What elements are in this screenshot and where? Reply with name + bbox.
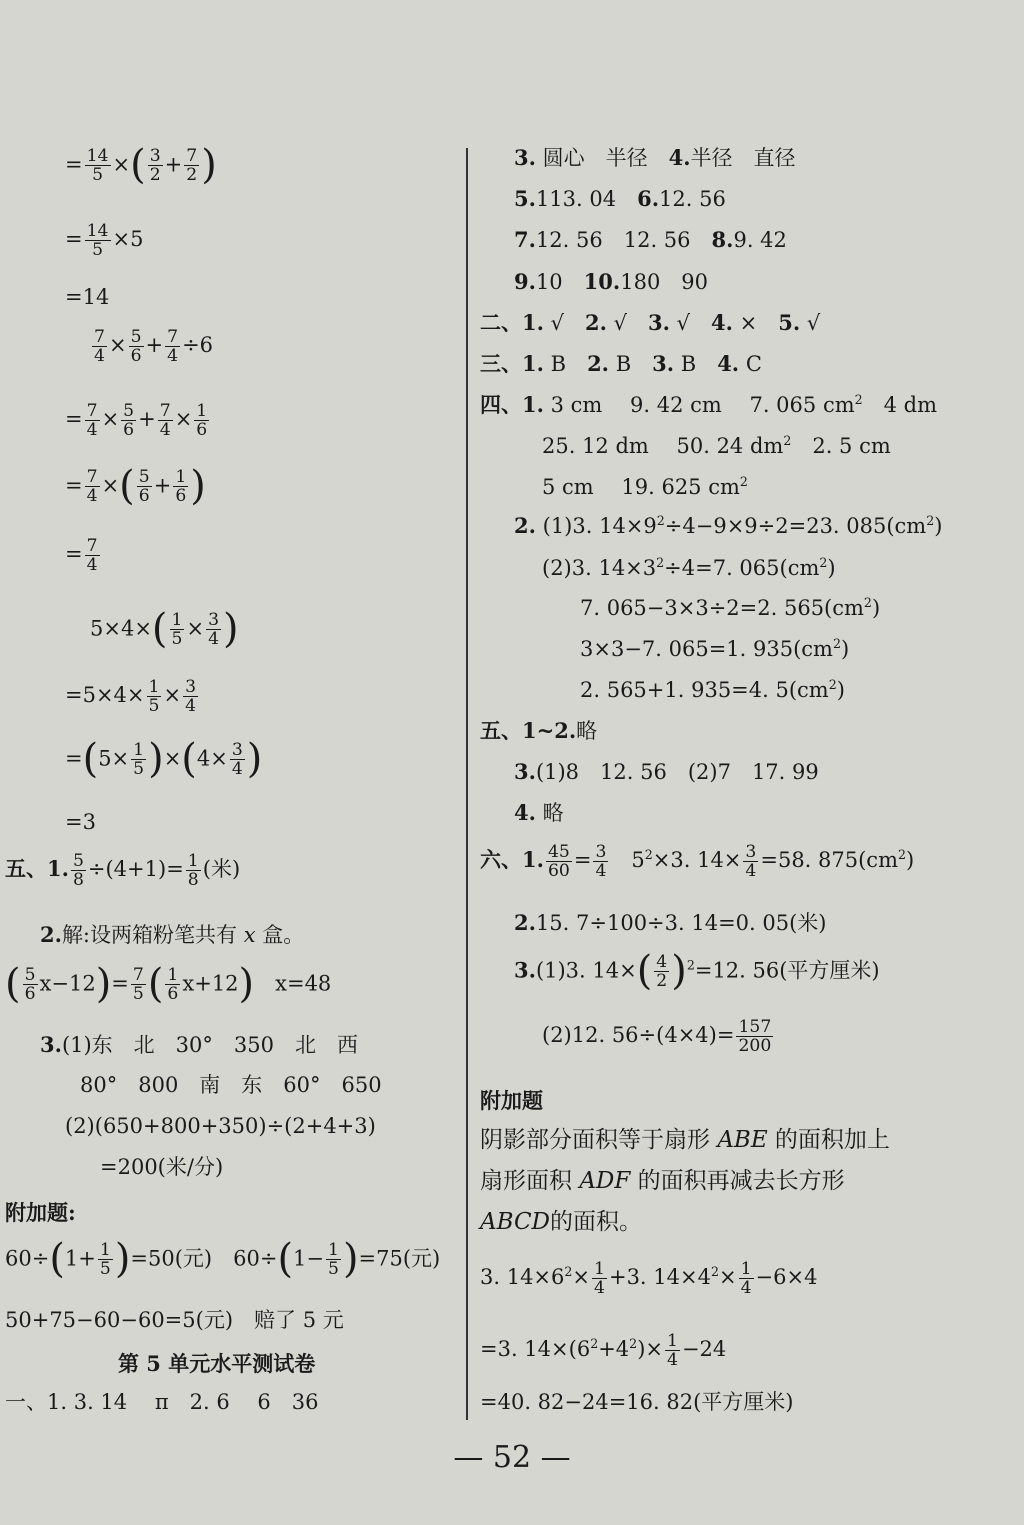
extra-calc-line-3: =40. 82−24=16. 82(平方厘米)	[480, 1390, 794, 1414]
section-6-q3-line-1: 3.(1)3. 14×( $\frac{4}{2}$ )$^2$=12. 56(平方厘米)	[514, 948, 880, 994]
unit-test-title: 第 5 单元水平测试卷	[118, 1351, 316, 1376]
extra-text-line-3: ABCD的面积。	[480, 1209, 642, 1235]
answer-row-5-6: 5.113. 04 6.12. 56	[514, 186, 726, 211]
section-4-q2-line-1: 2. (1)3. $14\times 9^2\div 4-9\times 9\div 2=23$. $085(cm^2)$	[514, 513, 943, 538]
section-4-q2-line-4: 3×3−7. 065=1. $935(cm^2)$	[580, 636, 850, 661]
calc-line-6: = $\frac{7}{4}$ ×( $\frac{5}{6}$ + $\frac{1}{6}$ )	[65, 463, 206, 509]
extra-question-title: 附加题:	[5, 1200, 76, 1225]
section-1-q1: 一、1. 3. 14 π 2. 6 6 36	[5, 1390, 319, 1414]
section-6-q3-line-2: (2)12. 56÷(4×4)= $\frac{157}{200}$	[542, 1017, 772, 1057]
section-4-q2-line-2: (2)3. $14\times 3^2\div 4=7$. $065(cm^2)$	[542, 555, 836, 580]
section-2-answers: 二、1. √ 2. √ 3. √ 4. × 5. √	[480, 310, 821, 335]
section-5-q1-2: 五、1~2.略	[480, 718, 598, 743]
calc-line-5: = $\frac{7}{4}$ × $\frac{5}{6}$ + $\frac{7}{4}$ × $\frac{1}{6}$	[65, 401, 208, 441]
q5-3-line-3: (2)(650+800+350)÷(2+4+3)	[65, 1114, 376, 1138]
section-4-q2-line-5: 2. 565+1. 935=4. $5(cm^2)$	[580, 677, 845, 702]
section-5-q4: 4. 略	[514, 800, 564, 825]
calc-line-4: $\frac{7}{4}$ × $\frac{5}{6}$ + $\frac{7}{4}$ ÷6	[94, 327, 214, 367]
calc-line-11: =3	[65, 810, 96, 834]
calc-line-7: = $\frac{7}{4}$	[65, 536, 98, 576]
extra-calc-line-2: =3. $14\times(6^2+4^2)\times$ $\frac{1}{4}$ −24	[480, 1331, 727, 1371]
calc-line-9: =5×4× $\frac{1}{5}$ × $\frac{3}{4}$	[65, 677, 197, 717]
answer-row-7-8: 7.12. 56 12. 56 8.9. 42	[514, 227, 787, 252]
extra-text-line-2: 扇形面积 ADF 的面积再减去长方形	[480, 1168, 845, 1194]
section-3-answers: 三、1. B 2. B 3. B 4. C	[480, 351, 762, 376]
calc-line-1: = $\frac{14}{5}$ ×( $\frac{3}{2}$ + $\frac{7}{2}$ )	[65, 142, 217, 188]
q5-2: 2.解:设两箱粉笔共有 x 盒。	[40, 922, 305, 947]
section-4-q1-line-1: 四、1. 3 cm 9. 42 cm 7. 065 $cm^2$ 4 dm	[480, 392, 938, 417]
q5-3-line-4: =200(米/分)	[100, 1155, 224, 1179]
section-5-q3: 3.(1)8 12. 56 (2)7 17. 99	[514, 759, 819, 784]
calc-line-2: = $\frac{14}{5}$ ×5	[65, 221, 144, 261]
calc-line-10: =(5× $\frac{1}{5}$ )×(4× $\frac{3}{4}$ )	[65, 736, 263, 782]
page-number: — 52 —	[453, 1440, 571, 1475]
section-4-q1-line-2: 25. 12 dm 50. 24 $dm^2$ 2. 5 cm	[542, 433, 891, 458]
answer-row-9-10: 9.10 10.180 90	[514, 269, 709, 294]
extra-question-title-right: 附加题	[480, 1088, 543, 1113]
q5-3-line-2: 80° 800 南 东 60° 650	[80, 1073, 382, 1097]
q5-3-line-1: 3.(1)东 北 30° 350 北 西	[40, 1032, 358, 1057]
column-divider	[466, 148, 468, 1420]
extra-calc-line-1: 3. $14\times 6^2\times$ $\frac{1}{4}$ +3. $14\times 4^2\times$ $\frac{1}{4}$ −6×4	[480, 1259, 818, 1299]
q5-2-equation: ( $\frac{5}{6}$ x−12)= $\frac{7}{5}$ ( $\frac{1}{6}$ x+12) x=48	[5, 961, 332, 1007]
extra-line-2: 50+75−60−60=5(元) 赔了 5 元	[5, 1308, 344, 1332]
section-6-q2: 2.15. 7÷100÷3. 14=0. 05(米)	[514, 910, 827, 935]
section-4-q1-line-3: 5 cm 19. 625 $cm^2$	[542, 474, 748, 499]
q5-1: 五、1. $\frac{5}{8}$ ÷(4+1)= $\frac{1}{8}$ (米)	[5, 851, 241, 891]
answer-row-3-4: 3. 圆心 半径 4.半径 直径	[514, 145, 796, 170]
calc-line-3: =14	[65, 285, 110, 309]
section-6-q1: 六、1. $\frac{45}{60}$ = $\frac{3}{4}$ $5^2\times 3$. 14× $\frac{3}{4}$ =58. $875(cm^2)$	[480, 842, 915, 882]
extra-line-1: 60÷(1+ $\frac{1}{5}$ )=50(元) 60÷(1− $\frac{1}{5}$ )=75(元)	[5, 1236, 441, 1282]
extra-text-line-1: 阴影部分面积等于扇形 ABE 的面积加上	[480, 1127, 890, 1153]
calc-line-8: 5×4×( $\frac{1}{5}$ × $\frac{3}{4}$ )	[90, 606, 239, 652]
section-4-q2-line-3: 7. 065−3×3÷2=2. $565(cm^2)$	[580, 595, 881, 620]
